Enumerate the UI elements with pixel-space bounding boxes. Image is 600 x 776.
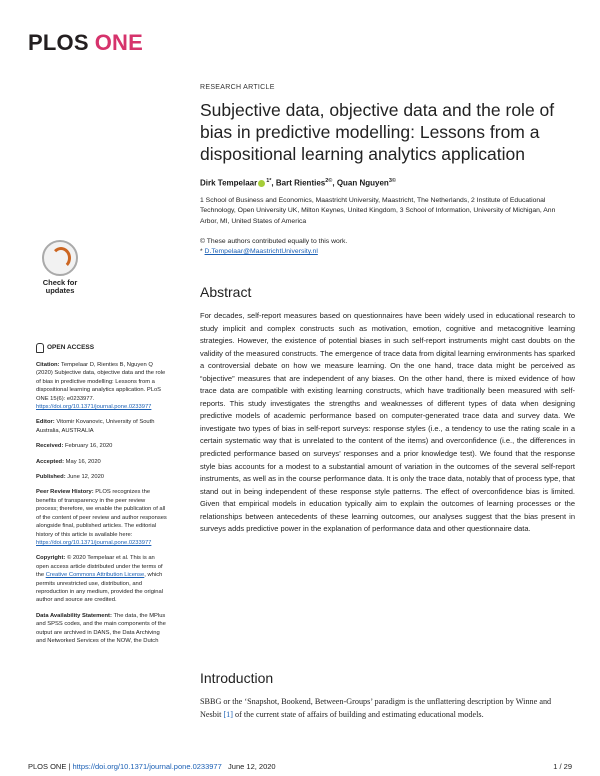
page-number: 1 / 29	[553, 762, 572, 771]
citation-text: Tempelaar D, Rienties B, Nguyen Q (2020) Subjective data, objective data and the role of bias in predictive modelling: Lessons from a dispositional learning analytics application. PLoS ONE 15(6): e0233977.	[36, 362, 166, 402]
logo-plos: PLOS	[28, 30, 89, 55]
published-block	[36, 473, 168, 481]
author-sup: 2©	[325, 178, 333, 184]
data-availability-label: Data Availability Statement:	[36, 612, 112, 619]
open-access-label	[36, 343, 168, 353]
accepted-block	[36, 458, 168, 466]
accepted-date: May 16, 2020	[65, 458, 101, 465]
affiliations: 1 School of Business and Economics, Maastricht University, Maastricht, The Netherlands, 2 Institute of Educational Technology, Open University UK, Milton Keynes, United Kingdom, 3 School of Information, University of Michigan, Ann Arbor, MI, United States of America	[200, 196, 556, 225]
check-updates-line1: Check for	[42, 278, 78, 287]
page-footer	[28, 762, 572, 771]
peer-review-link[interactable]: https://doi.org/10.1371/journal.pone.0233977	[36, 539, 152, 546]
copyright-block	[36, 554, 168, 604]
intro-text-part: SBBG or the ‘Snapshot, Bookend, Between-Groups’ paradigm is the unflattering description by Winne and Nesbit	[200, 697, 552, 719]
abstract-heading: Abstract	[200, 284, 252, 300]
peer-review-label: Peer Review History:	[36, 489, 94, 496]
article-header	[200, 84, 575, 257]
author-name[interactable]: Bart Rienties	[275, 178, 326, 188]
open-access-text: OPEN ACCESS	[47, 343, 95, 351]
article-type: RESEARCH ARTICLE	[200, 84, 275, 91]
accepted-label: Accepted:	[36, 458, 65, 465]
footer-date: June 12, 2020	[228, 762, 276, 771]
email-link[interactable]: D.Tempelaar@MaastrichtUniversity.nl	[204, 248, 318, 256]
footer-separator: |	[66, 762, 73, 771]
orcid-icon[interactable]	[258, 180, 265, 187]
author-notes	[200, 237, 575, 257]
editor-text: Vitomir Kovanovic, University of South Australia, AUSTRALIA	[36, 419, 155, 434]
published-label: Published:	[36, 474, 66, 481]
author-sup: 1*	[266, 178, 272, 184]
editor-label: Editor:	[36, 419, 55, 426]
article-info-sidebar	[36, 343, 168, 652]
corresponding-email-line: * D.Tempelaar@MaastrichtUniversity.nl	[200, 248, 318, 256]
citation-block	[36, 361, 168, 411]
copyright-label: Copyright:	[36, 555, 66, 562]
data-availability-text: The data, the MPlus and SPSS codes, and the main components of the output are archived in DANS, the Data Archiving and Networked Services of the NOW, the Dutch	[36, 612, 166, 644]
footer-doi-link[interactable]: https://doi.org/10.1371/journal.pone.0233977	[72, 762, 222, 771]
author-list: Dirk Tempelaar $^{1*}$, Bart Rienties$^{2©}$, Quan Nguyen$^{3©}$	[200, 178, 396, 188]
reference-link[interactable]: [1]	[223, 709, 233, 719]
footer-journal: PLOS ONE	[28, 762, 67, 771]
journal-logo	[28, 30, 143, 56]
author-name[interactable]: Quan Nguyen	[336, 178, 389, 188]
citation-label: Citation:	[36, 362, 60, 368]
check-updates-line2: updates	[45, 286, 75, 295]
introduction-text	[200, 696, 560, 721]
open-lock-icon	[36, 343, 44, 353]
equal-contribution-note: © These authors contributed equally to this work.	[200, 238, 348, 246]
copyright-text: © 2020 Tempelaar et al. This is an open access article distributed under the terms of the	[36, 555, 163, 579]
article-title: Subjective data, objective data and the role of bias in predictive modelling: Lessons from a dispositional learning analytics application	[200, 100, 555, 164]
peer-review-text: PLOS recognizes the benefits of transparency in the peer review process; therefore, we enable the publication of all of the content of peer review and author responses alongside final, published articles. The editorial history of this article is available here:	[36, 489, 167, 538]
intro-text-part: of the current state of affairs of building and estimating educational models.	[232, 709, 484, 719]
peer-review-block	[36, 488, 168, 547]
license-link[interactable]: Creative Commons Attribution License	[45, 572, 145, 579]
received-label: Received:	[36, 443, 64, 450]
introduction-heading: Introduction	[200, 670, 274, 686]
check-for-updates-badge[interactable]	[38, 240, 82, 295]
logo-one: ONE	[94, 30, 143, 55]
check-updates-icon	[42, 240, 78, 276]
editor-block	[36, 418, 168, 435]
data-availability-block	[36, 612, 168, 646]
citation-doi-link[interactable]: https://doi.org/10.1371/journal.pone.0233977	[36, 404, 152, 411]
received-date: February 16, 2020	[65, 443, 113, 450]
author-sup: 3©	[388, 178, 396, 184]
abstract-text: For decades, self-report measures based on questionnaires have been widely used in educational research to study implicit and complex constructs such as motivation, emotion, cognitive and metacognitive learning strategies. However, the existence of potential biases in such self-report instruments might cast doubts on the validity of the measured constructs. The emergence of trace data from digital learning environments has sparked a controversial debate on how we measure learning. On the one hand, trace data might be perceived as “objective” measures that are independent of any biases. On the other hand, there is mixed evidence of how trace data are compatible with existing learning constructs, which have traditionally been measured with self-reports. This study investigates the strengths and weaknesses of different types of data when designing predictive models of academic performance based on computer-generated trace data and survey data. We investigate two types of bias in self-report surveys: response styles (i.e., a tendency to use the rating scale in a certain systematic way that is unrelated to the content of the items) and overconfidence (i.e., the differences in predicted performance based on surveys’ responses and a prior knowledge test). We found that the response style bias accounts for a modest to a substantial amount of variation in the outcomes of the several self-report instruments, as well as in the course performance data. It is only the trace data, notably that of process type, that stand out in being independent of these response style patterns. The effect of overconfidence bias is limited. Given that empirical models in education typically aim to explain the outcomes of learning processes or the relationships between antecedents of these learning outcomes, our analyses suggest that the bias present in surveys adds predictive power in the explanation of performance data and other questionnaire data.	[200, 311, 575, 534]
received-block	[36, 442, 168, 450]
copyright-text-end: , which permits unrestricted use, distribution, and reproduction in any medium, provided the original author and source are credited.	[36, 572, 163, 604]
published-date: June 12, 2020	[67, 474, 105, 481]
author-name[interactable]: Dirk Tempelaar	[200, 178, 258, 188]
